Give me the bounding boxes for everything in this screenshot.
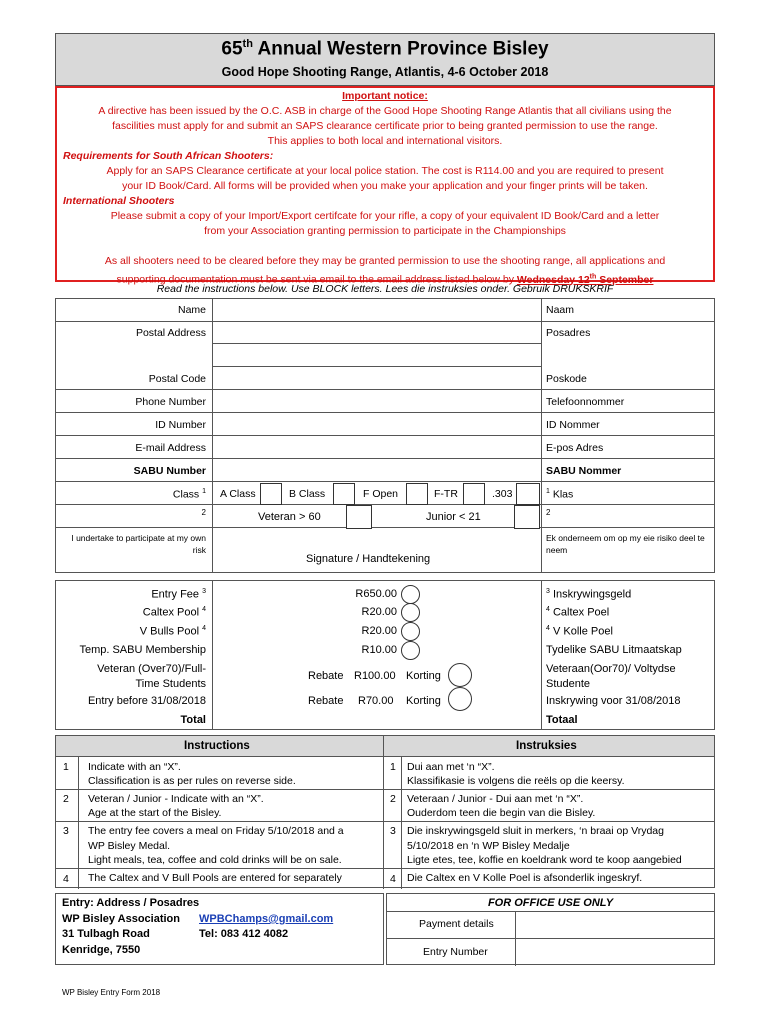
- veteran-rebate-circle[interactable]: [448, 663, 472, 687]
- postal-code-label: Postal Code: [148, 373, 206, 385]
- total-label: Total: [180, 714, 206, 726]
- klas-label: $^1$ Klas: [546, 488, 574, 501]
- email-label: E-mail Address: [135, 442, 206, 454]
- veteran-label: Veteran > 60: [258, 511, 321, 523]
- class-option-fopen: F Open: [363, 488, 399, 500]
- instruction-number: 4: [63, 873, 69, 885]
- instruksie-item-4: Die Caltex en V Kolle Poel is afsonderlik ingeskryf.: [407, 872, 643, 884]
- caltex-pool-label: Caltex Pool $^4$: [142, 606, 206, 619]
- telefoon-label: Telefoonnommer: [546, 396, 625, 408]
- id-input[interactable]: [213, 413, 540, 435]
- vkolle-poel-label: $^4$ V Kolle Poel: [546, 625, 613, 638]
- instruction-number: 2: [63, 793, 69, 805]
- vbulls-pool-amount: R20.00: [361, 625, 397, 637]
- name-input[interactable]: [213, 299, 540, 321]
- fees-table: [55, 580, 715, 730]
- junior-checkbox[interactable]: [514, 505, 540, 529]
- tydelike-sabu-label: Tydelike SABU Litmaatskap: [546, 644, 682, 656]
- vbulls-pool-circle[interactable]: [401, 622, 420, 641]
- notice-line: Apply for an SAPS Clearance certificate at your local police station. The cost is R114.00 and you are required to present: [106, 165, 664, 177]
- page-subtitle: Good Hope Shooting Range, Atlantis, 4-6 October 2018: [221, 65, 549, 79]
- sabu-af-label: SABU Nommer: [546, 465, 622, 477]
- instruction-item-1: Indicate with an “X”. Classification is as per rules on reverse side.: [88, 761, 296, 787]
- sa-requirements-heading: Requirements for South African Shooters:: [63, 150, 274, 162]
- inskrywing-voor-label: Inskrywing voor 31/08/2018: [546, 695, 681, 707]
- instructions-line: Read the instructions below. Use BLOCK letters. Lees die instruksies onder. Gebruik DRUKSKRIF: [156, 283, 614, 295]
- sabu-label: SABU Number: [133, 465, 206, 477]
- class-ftr-checkbox[interactable]: [463, 483, 485, 505]
- name-label: Name: [177, 304, 206, 316]
- entry-number-label: Entry Number: [423, 946, 488, 958]
- caltex-pool-circle[interactable]: [401, 603, 420, 622]
- instruction-item-2: Veteran / Junior - Indicate with an “X”. Age at the start of the Bisley.: [88, 793, 264, 819]
- phone-label: Phone Number: [135, 396, 206, 408]
- header-banner: [55, 33, 715, 86]
- entry-fee-label: Entry Fee $^3$: [151, 588, 206, 601]
- instruksie-item-3: Die inskrywingsgeld sluit in merkers, ‘n braai op Vrydag 5/10/2018 en ‘n WP Bisley Medalje Ligte etes, tee, koffie en koeldrank word te koop aangebied: [407, 825, 682, 866]
- address-line-1: WP Bisley Association: [62, 913, 180, 925]
- entry-fee-amount: R650.00: [355, 588, 397, 600]
- deadline-date: Wednesday 12th September: [516, 273, 654, 286]
- inskrywingsgeld-label: $^3$ Inskrywingsgeld: [546, 588, 632, 601]
- vbulls-pool-label: V Bulls Pool $^4$: [139, 625, 206, 638]
- instruksie-number: 2: [390, 793, 396, 805]
- signature-field[interactable]: [213, 528, 540, 552]
- instruksie-item-1: Dui aan met ‘n “X”. Klassifikasie is volgens die reëls op die keersy.: [407, 761, 625, 787]
- signature-label: Signature / Handtekening: [306, 553, 431, 565]
- notice-line: A directive has been issued by the O.C. ASB in charge of the Good Hope Shooting Range Atlantis that all civilians using the: [98, 105, 672, 117]
- instruction-item-3: The entry fee covers a meal on Friday 5/10/2018 and a WP Bisley Medal. Light meals, tea, coffee and cold drinks will be on sale.: [88, 825, 344, 866]
- id-label: ID Number: [155, 419, 206, 431]
- instruction-number: 1: [63, 761, 69, 773]
- caltex-poel-label: $^4$ Caltex Poel: [546, 606, 610, 619]
- row2-footnote: 2: [201, 508, 206, 517]
- class-option-ftr: F-TR: [434, 488, 458, 500]
- office-use-heading: FOR OFFICE USE ONLY: [487, 897, 614, 909]
- junior-label: Junior < 21: [426, 511, 481, 523]
- international-heading: International Shooters: [63, 195, 175, 207]
- class-label: Class $^1$: [172, 488, 206, 501]
- instruksie-number: 1: [390, 761, 396, 773]
- email-link[interactable]: WPBChamps@gmail.com: [199, 913, 334, 925]
- address-line-3: Kenridge, 7550: [62, 944, 141, 956]
- class-option-a: A Class: [220, 488, 256, 500]
- totaal-label: Totaal: [546, 714, 578, 726]
- address-heading: Entry: Address / Posadres: [62, 897, 200, 909]
- page-title: 65th Annual Western Province Bisley: [221, 38, 549, 60]
- veteran-korting-label: Korting: [406, 670, 441, 682]
- footer-text: WP Bisley Entry Form 2018: [62, 988, 161, 997]
- applicant-form: [55, 298, 715, 573]
- notice-line: Please submit a copy of your Import/Export certifcate for your rifle, a copy of your equivalent ID Book/Card and a letter: [110, 210, 660, 222]
- veteraan-studente-label: Veteraan(Oor70)/ Voltydse Studente: [546, 663, 676, 690]
- id-af-label: ID Nommer: [546, 419, 600, 431]
- naam-label: Naam: [546, 304, 575, 316]
- telephone: Tel: 083 412 4082: [199, 928, 289, 940]
- notice-deadline-line: supporting documentation must be sent via email to the email address listed below by Wednesday 12th September: [116, 273, 654, 286]
- posadres-label: Posadres: [546, 327, 591, 339]
- early-rebate-label: Rebate: [308, 695, 344, 707]
- veteran-rebate-amount: R100.00: [354, 670, 396, 682]
- important-notice: [55, 86, 715, 286]
- class-fopen-checkbox[interactable]: [406, 483, 428, 505]
- instruksie-item-2: Veteraan / Junior - Dui aan met ‘n “X”. Ouderdom teen die begin van die Bisley.: [407, 793, 596, 819]
- poskode-label: Poskode: [546, 373, 587, 385]
- postal-address-label: Postal Address: [135, 327, 206, 339]
- email-input[interactable]: [213, 436, 540, 458]
- instructions-heading: Instructions: [184, 740, 250, 752]
- class-option-303: .303: [492, 488, 513, 500]
- caltex-pool-amount: R20.00: [361, 606, 397, 618]
- notice-line: fascilities must apply for and submit an SAPS clearance certificate prior to being granted permission to use the range.: [112, 120, 658, 132]
- phone-input[interactable]: [213, 390, 540, 412]
- address-line-2: 31 Tulbagh Road: [62, 928, 150, 940]
- undertake-af-label: Ek onderneem om op my eie risiko deel te neem: [546, 533, 705, 555]
- veteran-checkbox[interactable]: [346, 505, 372, 529]
- sabu-membership-circle[interactable]: [401, 641, 420, 660]
- instruksie-number: 3: [390, 825, 396, 837]
- notice-line: This applies to both local and international visitors.: [267, 135, 503, 147]
- instructions-header: [56, 736, 714, 756]
- notice-line: your ID Book/Card. All forms will be provided when you make your application and your finger prints will be taken.: [122, 180, 648, 192]
- postal-address-input[interactable]: [213, 322, 540, 389]
- early-entry-label: Entry before 31/08/2018: [87, 695, 206, 707]
- class-b-checkbox[interactable]: [333, 483, 355, 505]
- early-rebate-circle[interactable]: [448, 687, 472, 711]
- undertake-label: I undertake to participate at my own risk: [71, 533, 206, 555]
- row2-footnote-af: 2: [546, 508, 551, 517]
- notice-line: from your Association granting permission to participate in the Championships: [204, 225, 566, 237]
- class-a-checkbox[interactable]: [260, 483, 282, 505]
- class-303-checkbox[interactable]: [516, 483, 540, 505]
- early-korting-label: Korting: [406, 695, 441, 707]
- address-box: [55, 893, 384, 965]
- early-rebate-amount: R70.00: [358, 695, 394, 707]
- notice-line: As all shooters need to be cleared before they may be granted permission to use the shooting range, all applications and: [104, 255, 666, 267]
- class-option-b: B Class: [289, 488, 326, 500]
- epos-label: E-pos Adres: [546, 442, 604, 454]
- payment-details-label: Payment details: [419, 918, 494, 930]
- instruksies-heading: Instruksies: [516, 740, 577, 752]
- office-use-box: [386, 893, 715, 965]
- instruction-number: 3: [63, 825, 69, 837]
- instruction-item-4: The Caltex and V Bull Pools are entered for separately: [88, 872, 342, 884]
- sabu-membership-amount: R10.00: [361, 644, 397, 656]
- entry-fee-circle[interactable]: [401, 585, 420, 604]
- sabu-membership-label: Temp. SABU Membership: [79, 644, 206, 656]
- veteran-rebate-label: Rebate: [308, 670, 344, 682]
- sabu-input[interactable]: [213, 459, 540, 481]
- instructions-table: [55, 735, 715, 888]
- instruksie-number: 4: [390, 873, 396, 885]
- notice-heading: Important notice:: [342, 90, 428, 102]
- total-field[interactable]: [213, 710, 540, 728]
- veteran-students-label: Veteran (Over70)/Full- Time Students: [97, 663, 206, 690]
